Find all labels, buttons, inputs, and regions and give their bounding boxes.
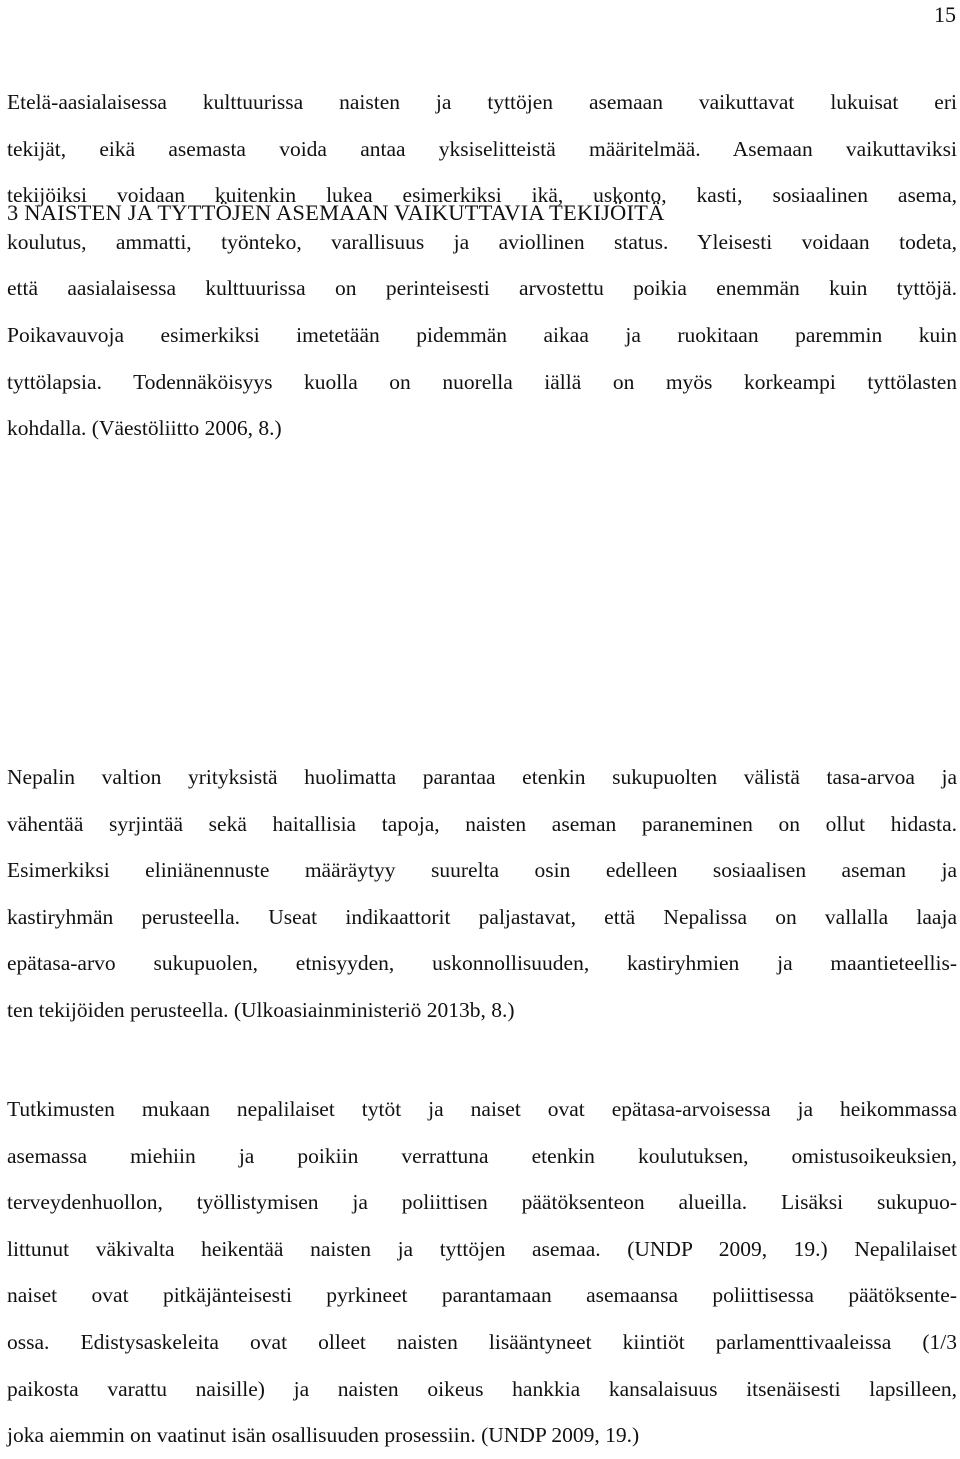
paragraph-line: asemassa miehiin ja poikiin verrattuna etenkin koulutuksen, omistusoikeuksien, (7, 1143, 957, 1168)
paragraph-line: Esimerkiksi eliniänennuste määräytyy suurelta osin edelleen sosiaalisen aseman ja (7, 858, 957, 883)
paragraph-line: koulutus, ammatti, työnteko, varallisuus ja aviollinen status. Yleisesti voidaan todeta, (7, 229, 957, 254)
paragraph-line: joka aiemmin on vaatinut isän osallisuuden prosessiin. (UNDP 2009, 19.) (7, 1423, 640, 1448)
paragraph-line: Tutkimusten mukaan nepalilaiset tytöt ja naiset ovat epätasa-arvoisessa ja heikommassa (7, 1097, 957, 1121)
paragraph-line: Nepalin valtion yrityksistä huolimatta parantaa etenkin sukupuolten välistä tasa-arvoa ja (7, 765, 957, 789)
paragraph-line: että aasialaisessa kulttuurissa on perinteisesti arvostettu poikia enemmän kuin tyttöjä. (7, 276, 957, 301)
paragraph-line: tekijät, eikä asemasta voida antaa yksiselitteistä määritelmää. Asemaan vaikuttaviksi (7, 136, 957, 161)
paragraph-line: ten tekijöiden perusteella. (Ulkoasiainministeriö 2013b, 8.) (7, 997, 515, 1022)
paragraph-line: littunut väkivalta heikentää naisten ja tyttöjen asemaa. (UNDP 2009, 19.) Nepalilaiset (7, 1236, 957, 1261)
chapter-heading: 3 NAISTEN JA TYTTÖJEN ASEMAAN VAIKUTTAVIA TEKIJÖITÄ (7, 200, 665, 225)
paragraph-line: kohdalla. (Väestöliitto 2006, 8.) (7, 416, 282, 441)
paragraph (7, 754, 957, 1034)
paragraph-line: vähentää syrjintää sekä haitallisia tapoja, naisten aseman paraneminen on ollut hidasta. (7, 811, 957, 836)
paragraph-line: paikosta varattu naisille) ja naisten oikeus hankkia kansalaisuus itsenäisesti lapsilleen, (7, 1376, 957, 1401)
paragraph-line: ossa. Edistysaskeleita ovat olleet naisten lisääntyneet kiintiöt parlamenttivaaleissa (1/3 (7, 1329, 957, 1354)
paragraph-line: kastiryhmän perusteella. Useat indikaattorit paljastavat, että Nepalissa on vallalla laaja (7, 904, 957, 929)
paragraph-line: naiset ovat pitkäjänteisesti pyrkineet parantamaan asemaansa poliittisessa päätöksente- (7, 1283, 957, 1308)
paragraph (7, 1086, 957, 1459)
paragraph-line: Poikavauvoja esimerkiksi imetetään pidemmän aikaa ja ruokitaan paremmin kuin (7, 322, 957, 347)
paragraph-line: Etelä-aasialaisessa kulttuurissa naisten ja tyttöjen asemaan vaikuttavat lukuisat eri (7, 90, 957, 114)
paragraph-line: terveydenhuollon, työllistymisen ja poliittisen päätöksenteon alueilla. Lisäksi sukupuo- (7, 1190, 957, 1215)
paragraph-line: tyttölapsia. Todennäköisyys kuolla on nuorella iällä on myös korkeampi tyttölasten (7, 369, 957, 394)
paragraph-line: epätasa-arvo sukupuolen, etnisyyden, uskonnollisuuden, kastiryhmien ja maantieteellis- (7, 951, 957, 976)
page-number: 15 (934, 2, 956, 27)
paragraph (7, 79, 957, 452)
paragraph-line: tekijöiksi voidaan kuitenkin lukea esimerkiksi ikä, uskonto, kasti, sosiaalinen asema, (7, 183, 957, 208)
